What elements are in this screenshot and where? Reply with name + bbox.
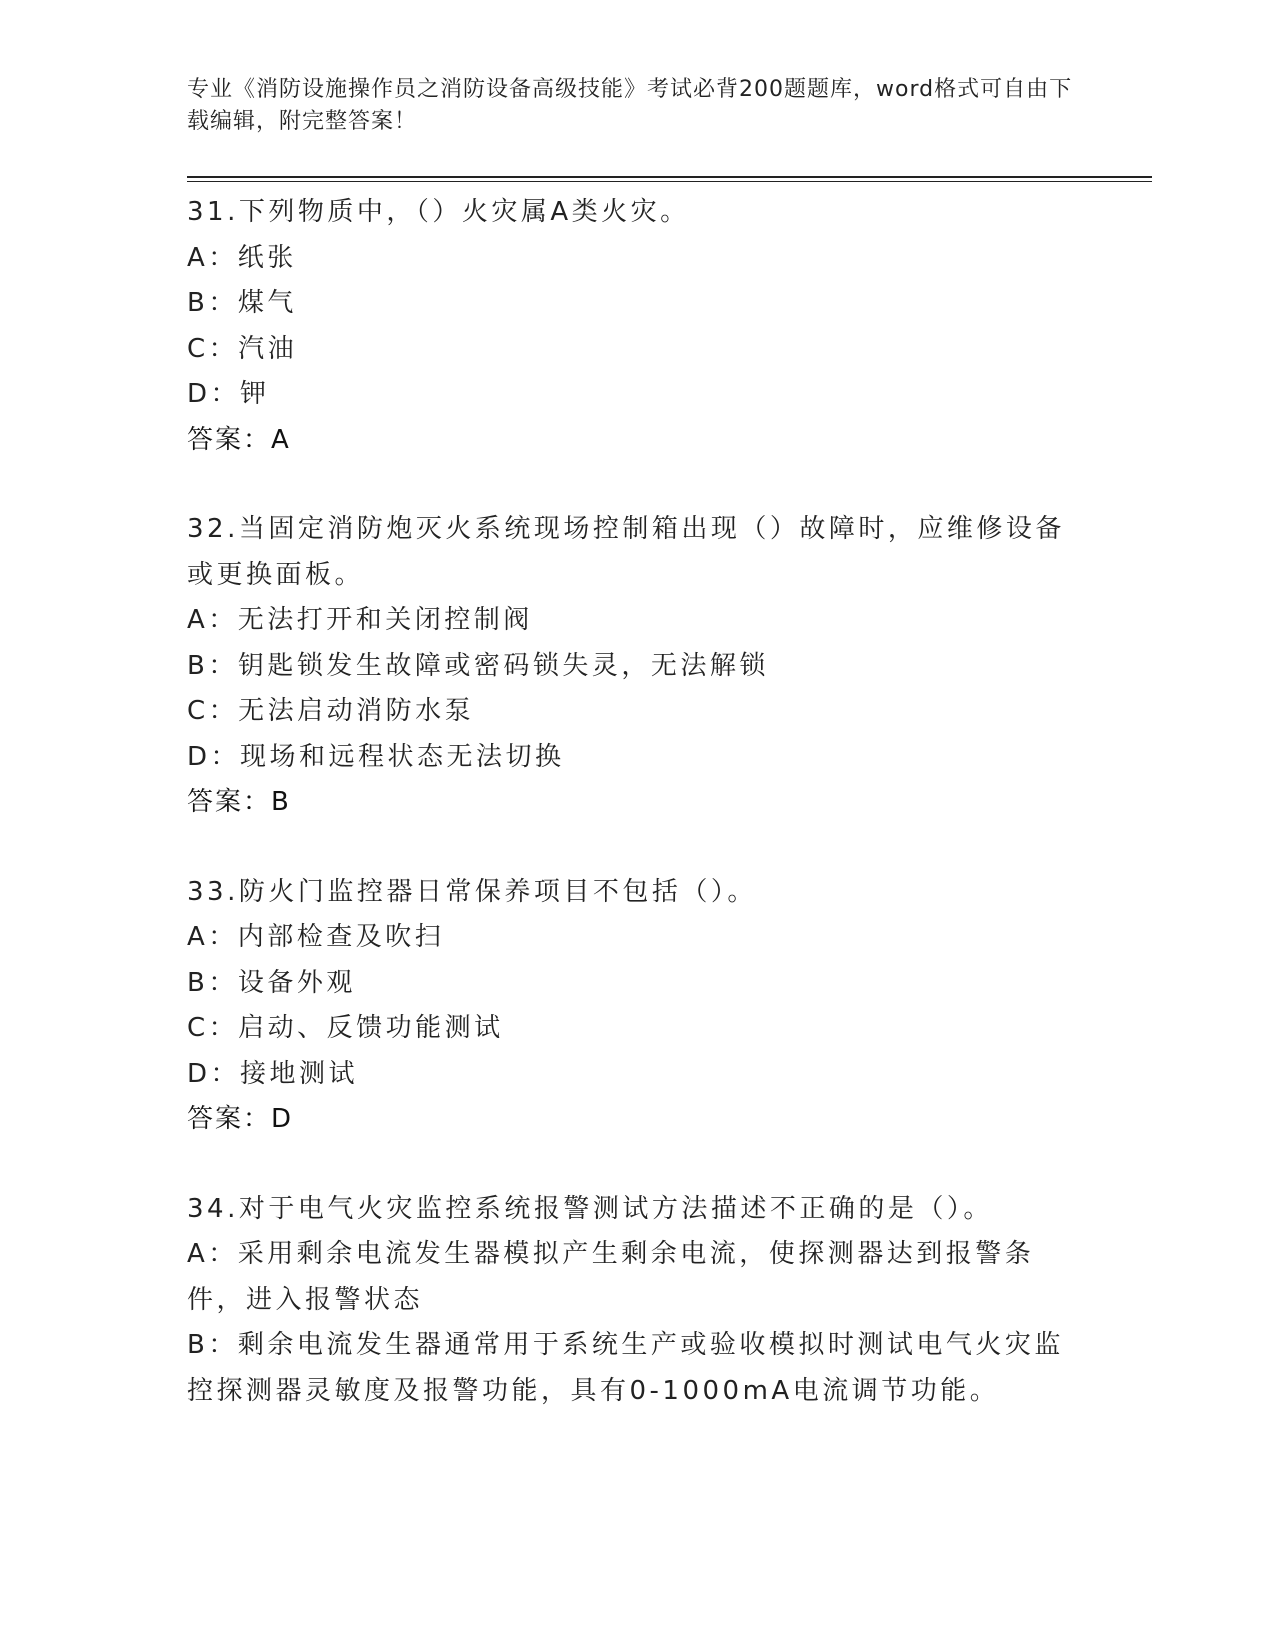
- option-a: A：纸张: [187, 242, 297, 273]
- answer-line: 答案：B: [187, 787, 291, 817]
- header-divider-thin: [187, 181, 1152, 182]
- option-a: A：内部检查及吹扫: [187, 922, 445, 952]
- option-c: C：汽油: [187, 333, 298, 364]
- question-34: [187, 1187, 1077, 1415]
- option-d: D：接地测试: [187, 1058, 359, 1089]
- option-c: C：无法启动消防水泵: [187, 696, 475, 726]
- option-b: B：设备外观: [187, 967, 356, 998]
- question-stem: 34.对于电气火灾监控系统报警测试方法描述不正确的是（）。: [187, 1193, 993, 1224]
- option-d: D：现场和远程状态无法切换: [187, 741, 565, 772]
- question-31: [187, 190, 1077, 463]
- answer-line: 答案：D: [187, 1104, 294, 1134]
- option-b: B：煤气: [187, 288, 297, 318]
- option-b: B：钥匙锁发生故障或密码锁失灵，无法解锁: [187, 650, 769, 681]
- option-c: C：启动、反馈功能测试: [187, 1013, 504, 1043]
- question-32: [187, 507, 1077, 826]
- question-33: [187, 870, 1077, 1143]
- header-divider-thick: [187, 176, 1152, 178]
- question-stem: 32.当固定消防炮灭火系统现场控制箱出现（）故障时，应维修设备或更换面板。: [187, 514, 1065, 590]
- option-a: A：采用剩余电流发生器模拟产生剩余电流，使探测器达到报警条件，进入报警状态: [187, 1239, 1035, 1315]
- option-a: A：无法打开和关闭控制阀: [187, 605, 533, 635]
- document-header: 专业《消防设施操作员之消防设备高级技能》考试必背200题题库，word格式可自由下载编辑，附完整答案！: [187, 77, 1073, 134]
- option-d: D：钾: [187, 379, 270, 409]
- question-list: [187, 190, 1077, 1458]
- option-b: B：剩余电流发生器通常用于系统生产或验收模拟时测试电气火灾监控探测器灵敏度及报警功能，具有0-1000mA电流调节功能。: [187, 1330, 1064, 1406]
- answer-line: 答案：A: [187, 424, 291, 455]
- question-stem: 31.下列物质中，（）火灾属A类火灾。: [187, 197, 690, 227]
- question-stem: 33.防火门监控器日常保养项目不包括（）。: [187, 876, 757, 907]
